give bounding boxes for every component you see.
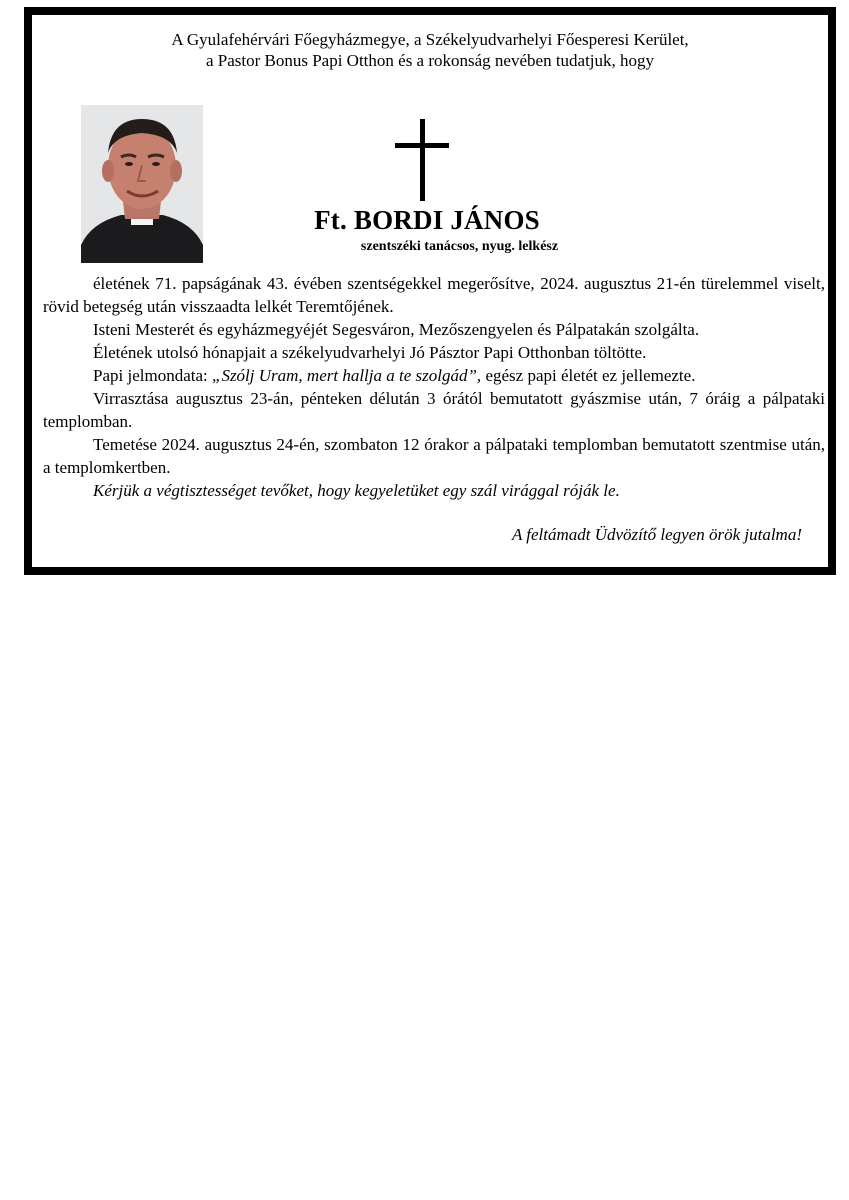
motto-text: „Szólj Uram, mert hallja a te szolgád”, (211, 366, 482, 385)
notice-header (32, 29, 828, 71)
paragraph-motto (43, 364, 825, 387)
paragraph-request: Kérjük a végtisztességet tevőket, hogy kegyeletüket egy szál virággal róják le. (93, 481, 620, 500)
header-line-2: a Pastor Bonus Papi Otthon és a rokonság nevében tudatjuk, hogy (205, 51, 655, 70)
cross-icon (395, 119, 449, 201)
paragraph-vigil: Virrasztása augusztus 23-án, pénteken délután 3 órától bemutatott gyászmise után, 7 óráig a pálpataki templomban. (43, 389, 825, 431)
paragraph-death: életének 71. papságának 43. évében szentségekkel megerősítve, 2024. augusztus 21-én türelemmel viselt, rövid betegség után visszaadta lelkét Teremtőjének. (43, 274, 825, 316)
motto-prefix: Papi jelmondata: (93, 366, 212, 385)
paragraph-funeral: Temetése 2024. augusztus 24-én, szombaton 12 órakor a pálpataki templomban bemutatott szentmise után, a templomkertben. (43, 435, 825, 477)
paragraph-service: Isteni Mesterét és egyházmegyéjét Segesváron, Mezőszengyelen és Pálpatakán szolgálta. (93, 320, 700, 339)
obituary-notice (24, 7, 836, 575)
motto-suffix: egész papi életét ez jellemezte. (481, 366, 696, 385)
paragraph-last-months: Életének utolsó hónapjait a székelyudvarhelyi Jó Pásztor Papi Otthonban töltötte. (93, 343, 647, 362)
deceased-title: szentszéki tanácsos, nyug. lelkész (360, 239, 559, 254)
closing-blessing: A feltámadt Üdvözítő legyen örök jutalma! (511, 525, 802, 544)
header-line-1: A Gyulafehérvári Főegyházmegye, a Székelyudvarhelyi Főesperesi Kerület, (171, 30, 689, 49)
notice-body (43, 272, 825, 502)
deceased-name: Ft. BORDI JÁNOS (314, 205, 540, 235)
